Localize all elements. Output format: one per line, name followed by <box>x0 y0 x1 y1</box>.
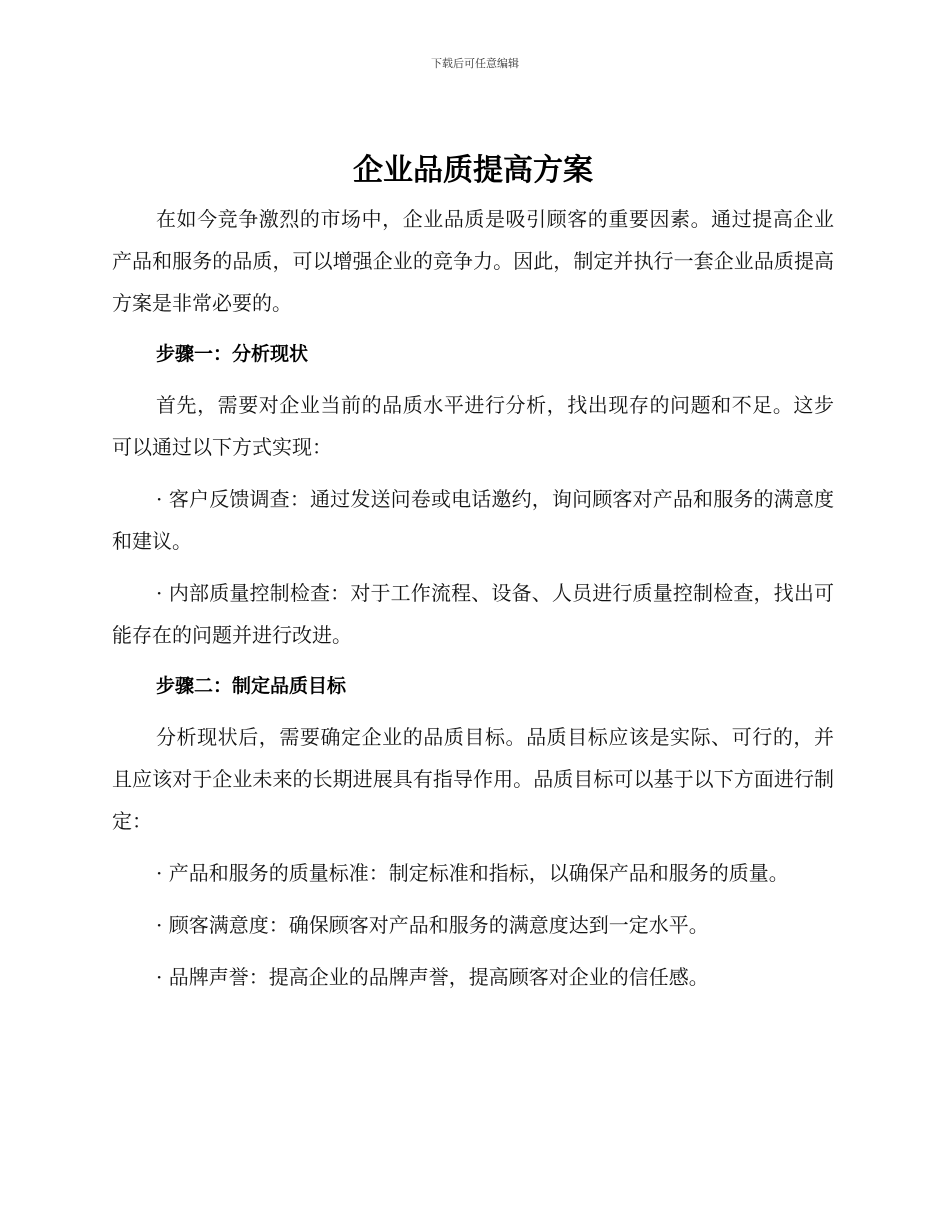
step2-bullet-brand-reputation: · 品牌声誉：提高企业的品牌声誉，提高顾客对企业的信任感。 <box>156 965 709 989</box>
document-title: 企业品质提高方案 <box>353 153 593 188</box>
intro-paragraph: 在如今竞争激烈的市场中，企业品质是吸引顾客的重要因素。通过提高企业产品和服务的品质，可以增强企业的竞争力。因此，制定并执行一套企业品质提高方案是非常必要的。 <box>112 207 834 315</box>
step1-heading: 步骤一：分析现状 <box>156 343 309 365</box>
header-note: 下载后可任意编辑 <box>431 57 519 70</box>
step2-paragraph: 分析现状后，需要确定企业的品质目标。品质目标应该是实际、可行的，并且应该对于企业未来的长期进展具有指导作用。品质目标可以基于以下方面进行制定： <box>112 725 834 833</box>
step1-bullet-customer-feedback: · 客户反馈调查：通过发送问卷或电话邀约，询问顾客对产品和服务的满意度和建议。 <box>112 487 834 553</box>
document-body <box>112 148 834 998</box>
step2-bullet-customer-satisfaction: · 顾客满意度：确保顾客对产品和服务的满意度达到一定水平。 <box>156 913 709 937</box>
step2-heading: 步骤二：制定品质目标 <box>156 675 347 697</box>
step2-bullet-quality-standards: · 产品和服务的质量标准：制定标准和指标，以确保产品和服务的质量。 <box>156 861 789 885</box>
step1-bullet-internal-qc: · 内部质量控制检查：对于工作流程、设备、人员进行质量控制检查，找出可能存在的问题并进行改进。 <box>112 581 834 647</box>
step1-paragraph: 首先，需要对企业当前的品质水平进行分析，找出现存的问题和不足。这步可以通过以下方式实现： <box>112 393 834 459</box>
